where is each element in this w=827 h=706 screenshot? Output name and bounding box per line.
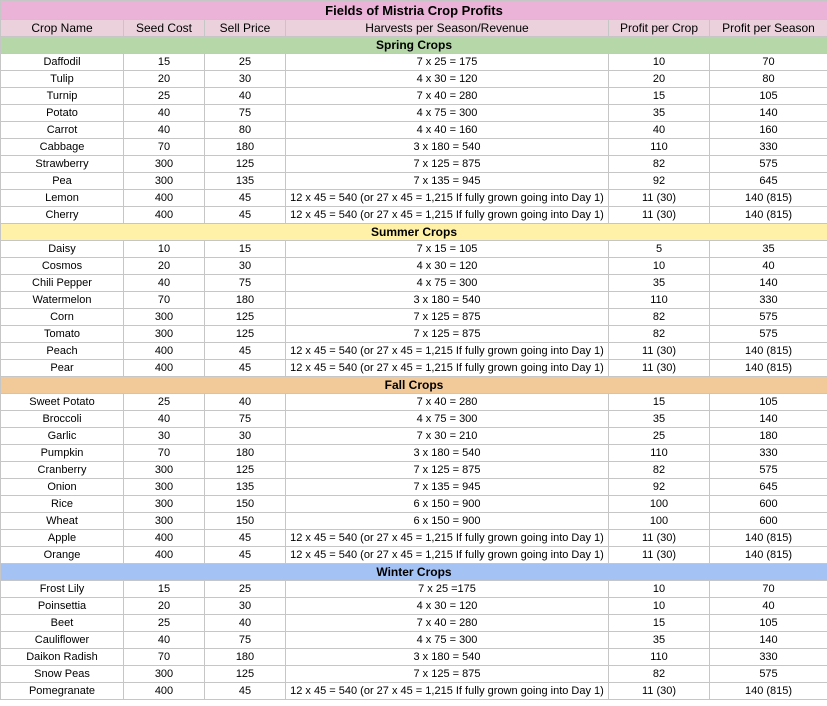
profit-per-season-cell[interactable]: 575 <box>710 309 827 326</box>
crop-name-cell[interactable]: Daffodil <box>1 54 124 71</box>
seed-cost-cell[interactable]: 10 <box>124 241 205 258</box>
harvest-revenue-cell[interactable]: 12 x 45 = 540 (or 27 x 45 = 1,215 If fully grown going into Day 1) <box>286 547 609 564</box>
sell-price-cell[interactable]: 125 <box>205 156 286 173</box>
sell-price-cell[interactable]: 75 <box>205 632 286 649</box>
crop-name-cell[interactable]: Garlic <box>1 428 124 445</box>
profit-per-season-cell[interactable]: 105 <box>710 394 827 411</box>
table-row <box>1 632 827 649</box>
harvest-revenue-cell[interactable]: 4 x 30 = 120 <box>286 598 609 615</box>
seed-cost-cell[interactable]: 300 <box>124 173 205 190</box>
table-row <box>1 241 827 258</box>
table-row <box>1 309 827 326</box>
harvest-revenue-cell[interactable]: 7 x 40 = 280 <box>286 394 609 411</box>
sell-price-cell[interactable]: 45 <box>205 530 286 547</box>
sell-price-cell[interactable]: 45 <box>205 683 286 700</box>
crop-name-cell[interactable]: Pumpkin <box>1 445 124 462</box>
table-row <box>1 581 827 598</box>
profit-per-crop-cell[interactable]: 11 (30) <box>609 360 710 377</box>
section-row-winter <box>1 564 827 581</box>
section-row-fall <box>1 377 827 394</box>
seed-cost-cell[interactable]: 70 <box>124 139 205 156</box>
profit-per-crop-cell[interactable]: 100 <box>609 496 710 513</box>
sell-price-cell[interactable]: 180 <box>205 649 286 666</box>
profit-per-crop-cell[interactable]: 100 <box>609 513 710 530</box>
profit-per-season-cell[interactable]: 645 <box>710 479 827 496</box>
table-row <box>1 190 827 207</box>
crop-name-cell[interactable]: Chili Pepper <box>1 275 124 292</box>
profit-per-season-cell[interactable]: 140 <box>710 632 827 649</box>
profit-per-season-cell[interactable]: 105 <box>710 615 827 632</box>
profit-per-season-cell[interactable]: 80 <box>710 71 827 88</box>
table-row <box>1 547 827 564</box>
profit-per-crop-cell[interactable]: 92 <box>609 173 710 190</box>
crop-name-cell[interactable]: Pear <box>1 360 124 377</box>
profit-per-season-cell[interactable]: 330 <box>710 139 827 156</box>
table-row <box>1 105 827 122</box>
harvest-revenue-cell[interactable]: 7 x 125 = 875 <box>286 326 609 343</box>
harvest-revenue-cell[interactable]: 3 x 180 = 540 <box>286 445 609 462</box>
harvest-revenue-cell[interactable]: 3 x 180 = 540 <box>286 292 609 309</box>
profit-per-season-cell[interactable]: 140 (815) <box>710 343 827 360</box>
table-row <box>1 88 827 105</box>
crop-name-cell[interactable]: Onion <box>1 479 124 496</box>
harvest-revenue-cell[interactable]: 3 x 180 = 540 <box>286 139 609 156</box>
profit-per-season-cell[interactable]: 140 (815) <box>710 530 827 547</box>
harvest-revenue-cell[interactable]: 7 x 135 = 945 <box>286 173 609 190</box>
harvest-revenue-cell[interactable]: 7 x 15 = 105 <box>286 241 609 258</box>
sell-price-cell[interactable]: 180 <box>205 445 286 462</box>
sell-price-cell[interactable]: 180 <box>205 292 286 309</box>
header-harvests-revenue[interactable]: Harvests per Season/Revenue <box>286 20 609 37</box>
profit-per-crop-cell[interactable]: 20 <box>609 71 710 88</box>
harvest-revenue-cell[interactable]: 4 x 75 = 300 <box>286 275 609 292</box>
profit-per-season-cell[interactable]: 140 <box>710 275 827 292</box>
header-row <box>1 20 827 37</box>
section-title[interactable]: Spring Crops <box>1 37 827 54</box>
seed-cost-cell[interactable]: 400 <box>124 683 205 700</box>
crop-name-cell[interactable]: Cranberry <box>1 462 124 479</box>
table-row <box>1 292 827 309</box>
profit-per-season-cell[interactable]: 575 <box>710 156 827 173</box>
profit-per-crop-cell[interactable]: 110 <box>609 649 710 666</box>
profit-per-season-cell[interactable]: 140 (815) <box>710 360 827 377</box>
harvest-revenue-cell[interactable]: 6 x 150 = 900 <box>286 513 609 530</box>
harvest-revenue-cell[interactable]: 7 x 125 = 875 <box>286 462 609 479</box>
section-title[interactable]: Winter Crops <box>1 564 827 581</box>
sell-price-cell[interactable]: 125 <box>205 666 286 683</box>
harvest-revenue-cell[interactable]: 7 x 30 = 210 <box>286 428 609 445</box>
harvest-revenue-cell[interactable]: 7 x 25 = 175 <box>286 54 609 71</box>
sell-price-cell[interactable]: 75 <box>205 105 286 122</box>
profit-per-season-cell[interactable]: 140 (815) <box>710 547 827 564</box>
sell-price-cell[interactable]: 25 <box>205 54 286 71</box>
seed-cost-cell[interactable]: 40 <box>124 411 205 428</box>
profit-per-season-cell[interactable]: 140 <box>710 105 827 122</box>
sell-price-cell[interactable]: 80 <box>205 122 286 139</box>
seed-cost-cell[interactable]: 70 <box>124 292 205 309</box>
profit-per-season-cell[interactable]: 70 <box>710 54 827 71</box>
seed-cost-cell[interactable]: 400 <box>124 343 205 360</box>
section-title[interactable]: Fall Crops <box>1 377 827 394</box>
crop-name-cell[interactable]: Cauliflower <box>1 632 124 649</box>
profit-per-crop-cell[interactable]: 25 <box>609 428 710 445</box>
crop-name-cell[interactable]: Broccoli <box>1 411 124 428</box>
profit-per-crop-cell[interactable]: 10 <box>609 258 710 275</box>
table-row <box>1 598 827 615</box>
sell-price-cell[interactable]: 75 <box>205 411 286 428</box>
sell-price-cell[interactable]: 40 <box>205 88 286 105</box>
table-row <box>1 207 827 224</box>
seed-cost-cell[interactable]: 400 <box>124 547 205 564</box>
profit-per-season-cell[interactable]: 70 <box>710 581 827 598</box>
seed-cost-cell[interactable]: 20 <box>124 71 205 88</box>
table-row <box>1 683 827 700</box>
table-row <box>1 462 827 479</box>
crop-name-cell[interactable]: Corn <box>1 309 124 326</box>
profit-per-season-cell[interactable]: 600 <box>710 496 827 513</box>
table-row <box>1 360 827 377</box>
table-row <box>1 513 827 530</box>
profit-per-season-cell[interactable]: 600 <box>710 513 827 530</box>
harvest-revenue-cell[interactable]: 12 x 45 = 540 (or 27 x 45 = 1,215 If fully grown going into Day 1) <box>286 207 609 224</box>
seed-cost-cell[interactable]: 400 <box>124 360 205 377</box>
profit-per-crop-cell[interactable]: 82 <box>609 462 710 479</box>
header-sell-price[interactable]: Sell Price <box>205 20 286 37</box>
seed-cost-cell[interactable]: 30 <box>124 428 205 445</box>
table-row <box>1 649 827 666</box>
profit-per-crop-cell[interactable]: 11 (30) <box>609 547 710 564</box>
sell-price-cell[interactable]: 125 <box>205 462 286 479</box>
crop-name-cell[interactable]: Daisy <box>1 241 124 258</box>
table-row <box>1 326 827 343</box>
seed-cost-cell[interactable]: 400 <box>124 530 205 547</box>
crop-name-cell[interactable]: Poinsettia <box>1 598 124 615</box>
harvest-revenue-cell[interactable]: 7 x 40 = 280 <box>286 615 609 632</box>
table-row <box>1 411 827 428</box>
sell-price-cell[interactable]: 150 <box>205 513 286 530</box>
seed-cost-cell[interactable]: 300 <box>124 326 205 343</box>
crop-name-cell[interactable]: Watermelon <box>1 292 124 309</box>
table-row <box>1 428 827 445</box>
seed-cost-cell[interactable]: 25 <box>124 394 205 411</box>
sell-price-cell[interactable]: 45 <box>205 207 286 224</box>
profit-per-season-cell[interactable]: 140 (815) <box>710 683 827 700</box>
profit-per-crop-cell[interactable]: 40 <box>609 122 710 139</box>
profit-per-crop-cell[interactable]: 110 <box>609 139 710 156</box>
profit-per-crop-cell[interactable]: 92 <box>609 479 710 496</box>
section-row-summer <box>1 224 827 241</box>
sell-price-cell[interactable]: 45 <box>205 190 286 207</box>
profit-per-season-cell[interactable]: 105 <box>710 88 827 105</box>
table-row <box>1 71 827 88</box>
seed-cost-cell[interactable]: 15 <box>124 54 205 71</box>
table-row <box>1 394 827 411</box>
harvest-revenue-cell[interactable]: 6 x 150 = 900 <box>286 496 609 513</box>
header-profit-per-crop[interactable]: Profit per Crop <box>609 20 710 37</box>
profit-per-crop-cell[interactable]: 110 <box>609 445 710 462</box>
harvest-revenue-cell[interactable]: 4 x 75 = 300 <box>286 411 609 428</box>
table-body <box>1 1 827 700</box>
profit-per-season-cell[interactable]: 140 <box>710 411 827 428</box>
seed-cost-cell[interactable]: 40 <box>124 122 205 139</box>
crop-name-cell[interactable]: Peach <box>1 343 124 360</box>
seed-cost-cell[interactable]: 15 <box>124 581 205 598</box>
sell-price-cell[interactable]: 40 <box>205 615 286 632</box>
harvest-revenue-cell[interactable]: 3 x 180 = 540 <box>286 649 609 666</box>
harvest-revenue-cell[interactable]: 7 x 125 = 875 <box>286 309 609 326</box>
profit-per-season-cell[interactable]: 180 <box>710 428 827 445</box>
crop-name-cell[interactable]: Tulip <box>1 71 124 88</box>
seed-cost-cell[interactable]: 25 <box>124 615 205 632</box>
sell-price-cell[interactable]: 30 <box>205 258 286 275</box>
profit-per-season-cell[interactable]: 40 <box>710 598 827 615</box>
harvest-revenue-cell[interactable]: 12 x 45 = 540 (or 27 x 45 = 1,215 If fully grown going into Day 1) <box>286 190 609 207</box>
profit-per-crop-cell[interactable]: 11 (30) <box>609 207 710 224</box>
harvest-revenue-cell[interactable]: 7 x 125 = 875 <box>286 666 609 683</box>
sell-price-cell[interactable]: 135 <box>205 479 286 496</box>
profit-per-crop-cell[interactable]: 10 <box>609 598 710 615</box>
seed-cost-cell[interactable]: 300 <box>124 156 205 173</box>
table-row <box>1 54 827 71</box>
profit-per-crop-cell[interactable]: 82 <box>609 326 710 343</box>
header-crop-name[interactable]: Crop Name <box>1 20 124 37</box>
table-title[interactable]: Fields of Mistria Crop Profits <box>1 1 827 20</box>
harvest-revenue-cell[interactable]: 4 x 40 = 160 <box>286 122 609 139</box>
table-row <box>1 496 827 513</box>
harvest-revenue-cell[interactable]: 4 x 30 = 120 <box>286 71 609 88</box>
crop-name-cell[interactable]: Sweet Potato <box>1 394 124 411</box>
header-profit-per-season[interactable]: Profit per Season <box>710 20 827 37</box>
table-row <box>1 615 827 632</box>
crop-name-cell[interactable]: Orange <box>1 547 124 564</box>
sell-price-cell[interactable]: 25 <box>205 581 286 598</box>
seed-cost-cell[interactable]: 70 <box>124 445 205 462</box>
seed-cost-cell[interactable]: 300 <box>124 309 205 326</box>
seed-cost-cell[interactable]: 300 <box>124 666 205 683</box>
table-row <box>1 275 827 292</box>
harvest-revenue-cell[interactable]: 4 x 75 = 300 <box>286 632 609 649</box>
crop-name-cell[interactable]: Snow Peas <box>1 666 124 683</box>
profit-per-crop-cell[interactable]: 82 <box>609 666 710 683</box>
profit-per-crop-cell[interactable]: 35 <box>609 632 710 649</box>
harvest-revenue-cell[interactable]: 12 x 45 = 540 (or 27 x 45 = 1,215 If fully grown going into Day 1) <box>286 360 609 377</box>
profit-per-season-cell[interactable]: 160 <box>710 122 827 139</box>
sell-price-cell[interactable]: 30 <box>205 428 286 445</box>
harvest-revenue-cell[interactable]: 4 x 30 = 120 <box>286 258 609 275</box>
crop-name-cell[interactable]: Cherry <box>1 207 124 224</box>
table-row <box>1 666 827 683</box>
profit-per-crop-cell[interactable]: 15 <box>609 394 710 411</box>
profit-per-season-cell[interactable]: 575 <box>710 666 827 683</box>
harvest-revenue-cell[interactable]: 7 x 125 = 875 <box>286 156 609 173</box>
header-seed-cost[interactable]: Seed Cost <box>124 20 205 37</box>
profit-per-crop-cell[interactable]: 5 <box>609 241 710 258</box>
profit-per-crop-cell[interactable]: 10 <box>609 54 710 71</box>
profit-per-crop-cell[interactable]: 11 (30) <box>609 530 710 547</box>
seed-cost-cell[interactable]: 40 <box>124 632 205 649</box>
profit-per-crop-cell[interactable]: 11 (30) <box>609 683 710 700</box>
profit-per-crop-cell[interactable]: 35 <box>609 411 710 428</box>
profit-per-crop-cell[interactable]: 35 <box>609 105 710 122</box>
seed-cost-cell[interactable]: 400 <box>124 207 205 224</box>
sell-price-cell[interactable]: 15 <box>205 241 286 258</box>
sell-price-cell[interactable]: 30 <box>205 71 286 88</box>
table-row <box>1 122 827 139</box>
table-row <box>1 445 827 462</box>
harvest-revenue-cell[interactable]: 12 x 45 = 540 (or 27 x 45 = 1,215 If fully grown going into Day 1) <box>286 530 609 547</box>
crop-name-cell[interactable]: Strawberry <box>1 156 124 173</box>
profit-per-crop-cell[interactable]: 15 <box>609 88 710 105</box>
profit-per-season-cell[interactable]: 140 (815) <box>710 190 827 207</box>
crop-name-cell[interactable]: Daikon Radish <box>1 649 124 666</box>
profit-per-crop-cell[interactable]: 10 <box>609 581 710 598</box>
profit-per-season-cell[interactable]: 140 (815) <box>710 207 827 224</box>
sell-price-cell[interactable]: 180 <box>205 139 286 156</box>
crop-name-cell[interactable]: Cabbage <box>1 139 124 156</box>
seed-cost-cell[interactable]: 20 <box>124 258 205 275</box>
seed-cost-cell[interactable]: 25 <box>124 88 205 105</box>
sell-price-cell[interactable]: 135 <box>205 173 286 190</box>
table-row <box>1 173 827 190</box>
profit-per-crop-cell[interactable]: 82 <box>609 309 710 326</box>
harvest-revenue-cell[interactable]: 12 x 45 = 540 (or 27 x 45 = 1,215 If fully grown going into Day 1) <box>286 683 609 700</box>
sell-price-cell[interactable]: 150 <box>205 496 286 513</box>
profit-per-season-cell[interactable]: 575 <box>710 326 827 343</box>
profit-per-crop-cell[interactable]: 35 <box>609 275 710 292</box>
crop-name-cell[interactable]: Carrot <box>1 122 124 139</box>
sell-price-cell[interactable]: 30 <box>205 598 286 615</box>
profit-per-season-cell[interactable]: 575 <box>710 462 827 479</box>
seed-cost-cell[interactable]: 20 <box>124 598 205 615</box>
profit-per-season-cell[interactable]: 330 <box>710 649 827 666</box>
title-row <box>1 1 827 20</box>
seed-cost-cell[interactable]: 40 <box>124 275 205 292</box>
table-row <box>1 479 827 496</box>
profit-per-crop-cell[interactable]: 11 (30) <box>609 343 710 360</box>
profit-per-crop-cell[interactable]: 11 (30) <box>609 190 710 207</box>
profit-per-crop-cell[interactable]: 110 <box>609 292 710 309</box>
seed-cost-cell[interactable]: 70 <box>124 649 205 666</box>
crop-name-cell[interactable]: Potato <box>1 105 124 122</box>
seed-cost-cell[interactable]: 300 <box>124 496 205 513</box>
sell-price-cell[interactable]: 45 <box>205 547 286 564</box>
crop-name-cell[interactable]: Cosmos <box>1 258 124 275</box>
crop-name-cell[interactable]: Rice <box>1 496 124 513</box>
harvest-revenue-cell[interactable]: 7 x 135 = 945 <box>286 479 609 496</box>
sell-price-cell[interactable]: 125 <box>205 309 286 326</box>
harvest-revenue-cell[interactable]: 12 x 45 = 540 (or 27 x 45 = 1,215 If fully grown going into Day 1) <box>286 343 609 360</box>
profit-per-season-cell[interactable]: 645 <box>710 173 827 190</box>
seed-cost-cell[interactable]: 40 <box>124 105 205 122</box>
sell-price-cell[interactable]: 125 <box>205 326 286 343</box>
sell-price-cell[interactable]: 40 <box>205 394 286 411</box>
table-row <box>1 343 827 360</box>
profit-per-season-cell[interactable]: 330 <box>710 445 827 462</box>
table-row <box>1 258 827 275</box>
profit-per-season-cell[interactable]: 35 <box>710 241 827 258</box>
profit-per-crop-cell[interactable]: 82 <box>609 156 710 173</box>
profit-per-crop-cell[interactable]: 15 <box>609 615 710 632</box>
crop-name-cell[interactable]: Beet <box>1 615 124 632</box>
crop-name-cell[interactable]: Apple <box>1 530 124 547</box>
profit-per-season-cell[interactable]: 330 <box>710 292 827 309</box>
crop-name-cell[interactable]: Pomegranate <box>1 683 124 700</box>
crop-name-cell[interactable]: Turnip <box>1 88 124 105</box>
section-row-spring <box>1 37 827 54</box>
table-row <box>1 156 827 173</box>
harvest-revenue-cell[interactable]: 7 x 25 =175 <box>286 581 609 598</box>
table-row <box>1 530 827 547</box>
sell-price-cell[interactable]: 45 <box>205 360 286 377</box>
crop-name-cell[interactable]: Wheat <box>1 513 124 530</box>
profit-per-season-cell[interactable]: 40 <box>710 258 827 275</box>
crop-name-cell[interactable]: Lemon <box>1 190 124 207</box>
section-title[interactable]: Summer Crops <box>1 224 827 241</box>
crop-name-cell[interactable]: Pea <box>1 173 124 190</box>
harvest-revenue-cell[interactable]: 4 x 75 = 300 <box>286 105 609 122</box>
table-row <box>1 139 827 156</box>
seed-cost-cell[interactable]: 300 <box>124 513 205 530</box>
crop-name-cell[interactable]: Tomato <box>1 326 124 343</box>
sell-price-cell[interactable]: 45 <box>205 343 286 360</box>
seed-cost-cell[interactable]: 300 <box>124 479 205 496</box>
crop-name-cell[interactable]: Frost Lily <box>1 581 124 598</box>
seed-cost-cell[interactable]: 400 <box>124 190 205 207</box>
sell-price-cell[interactable]: 75 <box>205 275 286 292</box>
harvest-revenue-cell[interactable]: 7 x 40 = 280 <box>286 88 609 105</box>
seed-cost-cell[interactable]: 300 <box>124 462 205 479</box>
